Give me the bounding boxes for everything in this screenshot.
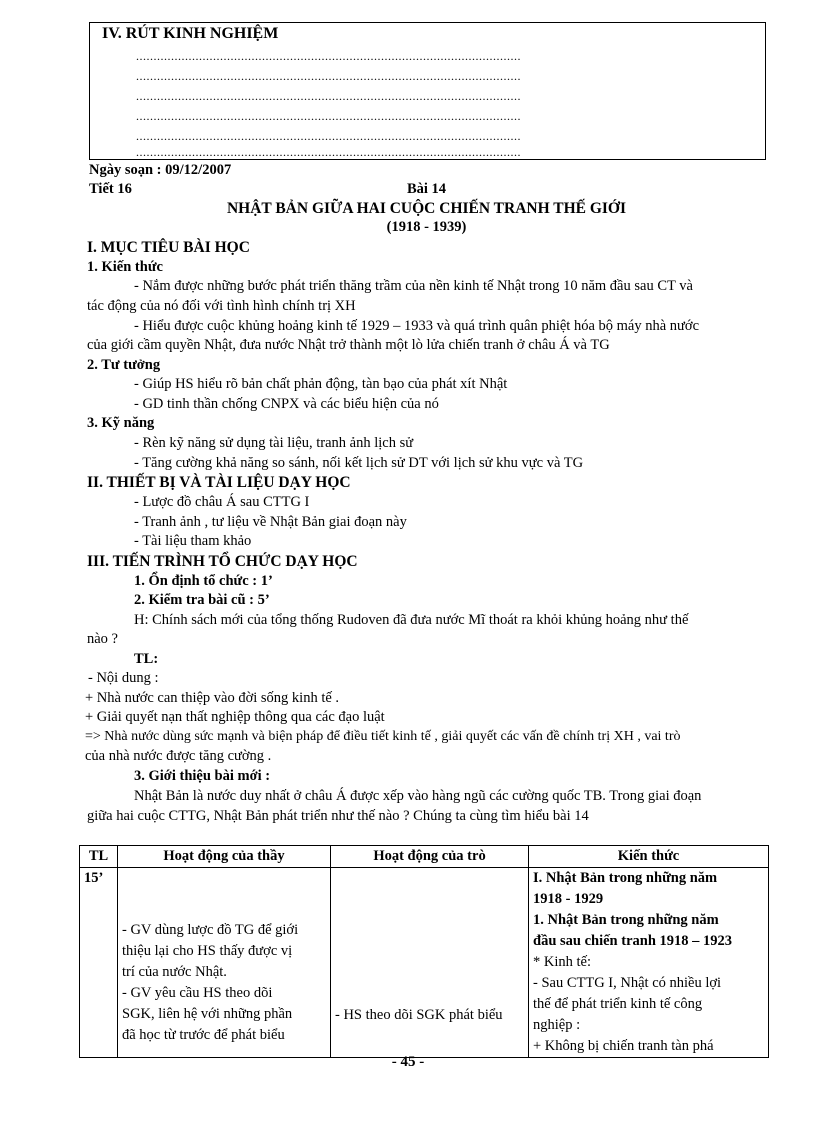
lesson-number: Bài 14 <box>406 181 447 197</box>
teacher-line: - GV dùng lược đồ TG để giới <box>122 922 299 938</box>
text-line: - Tăng cường khả năng so sánh, nối kết lịch sử DT với lịch sử khu vực và TG <box>134 455 584 471</box>
answer-line: - Nội dung : <box>88 670 159 686</box>
review-line: .............................................................................................................. <box>136 109 521 123</box>
knowledge-heading: 1918 - 1929 <box>533 891 604 907</box>
knowledge-line: nghiệp : <box>533 1017 581 1033</box>
knowledge-heading: I. Nhật Bản trong những năm <box>533 870 718 886</box>
time-cell: 15’ <box>80 868 118 1058</box>
text-line: - Rèn kỹ năng sử dụng tài liệu, tranh ảnh lịch sử <box>134 435 414 451</box>
table-header-row <box>80 846 769 868</box>
answer-label: TL: <box>134 651 159 667</box>
knowledge-cell <box>529 868 769 1058</box>
section-heading: I. MỤC TIÊU BÀI HỌC <box>87 239 250 256</box>
student-activity-cell <box>331 868 529 1058</box>
answer-line: của nhà nước được tăng cường . <box>85 748 272 764</box>
column-header: Hoạt động của trò <box>331 846 529 868</box>
answer-line: + Giải quyết nạn thất nghiệp thông qua các đạo luật <box>85 709 385 725</box>
subsection-heading: 1. Kiến thức <box>87 259 163 275</box>
text-line: - Lược đồ châu Á sau CTTG I <box>134 494 310 510</box>
lesson-plan-table <box>79 845 769 1058</box>
question-line: nào ? <box>87 631 118 647</box>
answer-line: => Nhà nước dùng sức mạnh và biện pháp để điều tiết kinh tế , giải quyết các vấn đề chính trị XH , vai trò <box>85 729 681 744</box>
date-line: Ngày soạn : 09/12/2007 <box>89 162 232 178</box>
text-line: giữa hai cuộc CTTG, Nhật Bản phát triển như thế nào ? Chúng ta cùng tìm hiểu bài 14 <box>87 808 589 824</box>
student-line: - HS theo dõi SGK phát biểu <box>335 1007 503 1023</box>
teacher-line: trí của nước Nhật. <box>122 964 227 980</box>
section-heading: III. TIẾN TRÌNH TỔ CHỨC DẠY HỌC <box>87 553 358 570</box>
text-line: - Nắm được những bước phát triển thăng trầm của nền kinh tế Nhật trong 10 năm đầu sau CT và <box>134 278 693 294</box>
knowledge-line: + Không bị chiến tranh tàn phá <box>533 1038 714 1054</box>
review-line: .............................................................................................................. <box>136 89 521 103</box>
subsection-heading: 1. Ổn định tổ chức : 1’ <box>134 573 273 589</box>
period-label: Tiết 16 <box>89 181 132 197</box>
text-line: - Hiểu được cuộc khủng hoảng kinh tế 1929 – 1933 và quá trình quân phiệt hóa bộ máy nhà nước <box>134 318 700 334</box>
text-line: - Tài liệu tham khảo <box>134 533 252 549</box>
knowledge-line: * Kinh tế: <box>533 954 591 970</box>
answer-line: + Nhà nước can thiệp vào đời sống kinh tế . <box>85 690 340 706</box>
column-header: Hoạt động của thầy <box>118 846 331 868</box>
teacher-line: thiệu lại cho HS thấy được vị <box>122 943 293 959</box>
teacher-line: SGK, liên hệ với những phần <box>122 1006 293 1022</box>
question-line: H: Chính sách mới của tổng thống Rudoven đã đưa nước Mĩ thoát ra khỏi khủng hoảng như thế <box>134 612 689 628</box>
subsection-heading: 3. Kỹ năng <box>87 415 155 431</box>
column-header: Kiến thức <box>529 846 769 868</box>
teacher-line: - GV yêu cầu HS theo dõi <box>122 985 273 1001</box>
page-number: - 45 - <box>391 1054 425 1070</box>
review-line: .............................................................................................................. <box>136 69 521 83</box>
knowledge-heading: 1. Nhật Bản trong những năm <box>533 912 719 928</box>
knowledge-heading: đầu sau chiến tranh 1918 – 1923 <box>533 933 733 949</box>
teacher-line: đã học từ trước để phát biểu <box>122 1027 285 1043</box>
text-line: của giới cầm quyền Nhật, đưa nước Nhật trở thành một lò lửa chiến tranh ở châu Á và TG <box>87 337 610 353</box>
knowledge-line: - Sau CTTG I, Nhật có nhiều lợi <box>533 975 722 991</box>
subsection-heading: 3. Giới thiệu bài mới : <box>134 768 271 784</box>
knowledge-line: thế để phát triển kinh tế công <box>533 996 703 1012</box>
title-years: (1918 - 1939) <box>386 219 467 235</box>
text-line: - Tranh ảnh , tư liệu về Nhật Bản giai đoạn này <box>134 514 407 530</box>
subsection-heading: 2. Tư tưởng <box>87 357 161 373</box>
review-box <box>89 22 766 160</box>
page-title: NHẬT BẢN GIỮA HAI CUỘC CHIẾN TRANH THẾ GIỚI <box>226 200 627 217</box>
subsection-heading: 2. Kiểm tra bài cũ : 5’ <box>134 592 270 608</box>
text-line: tác động của nó đối với tình hình chính trị XH <box>87 298 356 314</box>
text-line: - GD tinh thần chống CNPX và các biểu hiện của nó <box>134 396 439 412</box>
review-title: IV. RÚT KINH NGHIỆM <box>102 25 279 42</box>
section-heading: II. THIẾT BỊ VÀ TÀI LIỆU DẠY HỌC <box>87 474 351 491</box>
table-row <box>80 868 769 1058</box>
review-line: .............................................................................................................. <box>136 49 521 63</box>
teacher-activity-cell <box>118 868 331 1058</box>
review-line: .............................................................................................................. <box>136 129 521 143</box>
text-line: - Giúp HS hiểu rõ bản chất phản động, tàn bạo của phát xít Nhật <box>134 376 508 392</box>
column-header: TL <box>80 846 118 868</box>
review-line: .............................................................................................................. <box>136 145 521 159</box>
text-line: Nhật Bản là nước duy nhất ở châu Á được xếp vào hàng ngũ các cường quốc TB. Trong giai đoạn <box>134 788 702 804</box>
